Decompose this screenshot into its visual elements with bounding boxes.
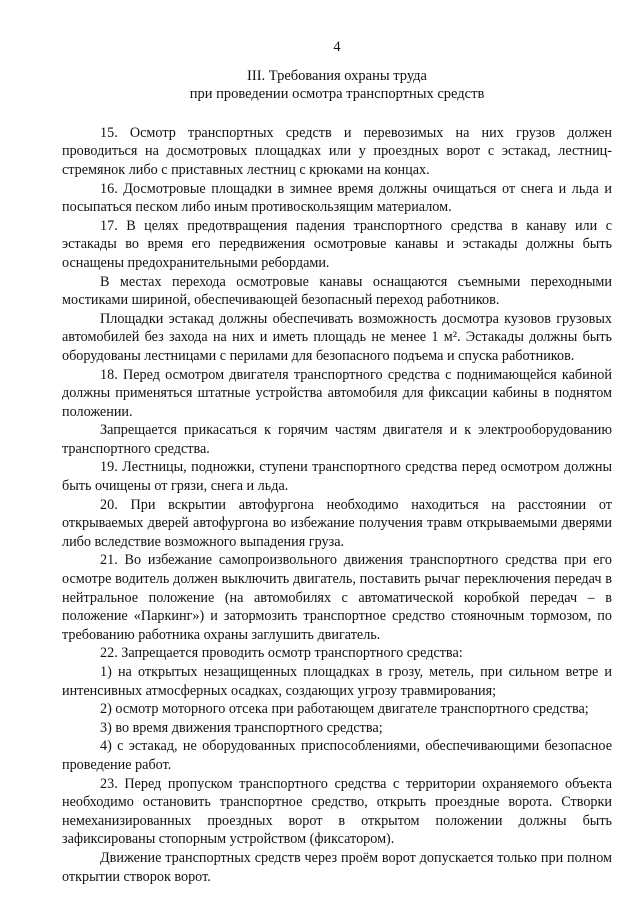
paragraph-22: 22. Запрещается проводить осмотр транспортного средства: <box>100 645 463 662</box>
paragraph-17-crossing: В местах перехода осмотровые канавы оснащаются съемными переходными мостиками шириной, обеспечивающей безопасный переход работников. <box>62 273 612 309</box>
section-title: III. Требования охраны труда <box>247 67 427 84</box>
paragraph-22-item-3: 3) во время движения транспортного средства; <box>100 719 383 736</box>
paragraph-17: 17. В целях предотвращения падения транспортного средства в канаву или с эстакады во время его передвижения осмотровые канавы и эстакады должны быть оснащены предохранительными ребордами. <box>62 217 612 271</box>
paragraph-21: 21. Во избежание самопроизвольного движения транспортного средства при его осмотре водитель должен выключить двигатель, поставить рычаг переключения передач в нейтральное положение (на автомобилях с автоматической коробкой передач – в положение «Паркинг») и затормозить транспортное средство стояночным тормозом, по требованию работника охраны заглушить двигатель. <box>62 552 612 643</box>
paragraph-22-item-1: 1) на открытых незащищенных площадках в грозу, метель, при сильном ветре и интенсивных атмосферных осадках, создающих угрозу травмирования; <box>62 664 612 699</box>
document-page <box>62 38 612 886</box>
page-number: 4 <box>333 39 341 55</box>
paragraph-20: 20. При вскрытии автофургона необходимо находиться на расстоянии от открываемых дверей автофургона во избежание получения травм открываемыми дверями либо вследствие возможного выпадения груза. <box>62 496 612 550</box>
section-subtitle: при проведении осмотра транспортных средств <box>189 86 485 103</box>
paragraph-17-platforms: Площадки эстакад должны обеспечивать возможность досмотра кузовов грузовых автомобилей без захода на них и иметь площадь не менее 1 м². Эстакады должны быть оборудованы лестницами с перилами для безопасного подъема и спуска работников. <box>62 310 612 364</box>
paragraph-22-item-2: 2) осмотр моторного отсека при работающем двигателе транспортного средства; <box>100 701 589 718</box>
paragraph-23: 23. Перед пропуском транспортного средства с территории охраняемого объекта необходимо остановить транспортное средство, открыть проездные ворота. Створки немеханизированных проездных ворот в открытом положении должны быть зафиксированы стопорным устройством (фиксатором). <box>62 775 612 848</box>
paragraph-15: 15. Осмотр транспортных средств и перевозимых на них грузов должен проводиться на досмотровых площадках или у проездных ворот с эстакад, лестниц-стремянок либо с приставных лестниц с крюками на концах. <box>62 124 612 178</box>
paragraph-16: 16. Досмотровые площадки в зимнее время должны очищаться от снега и льда и посыпаться песком либо иным противоскользящим материалом. <box>62 180 612 216</box>
paragraph-22-item-4: 4) с эстакад, не оборудованных приспособлениями, обеспечивающими безопасное проведение работ. <box>62 738 612 773</box>
paragraph-18: 18. Перед осмотром двигателя транспортного средства с поднимающейся кабиной должны применяться штатные устройства автомобиля для фиксации кабины в поднятом положении. <box>62 366 612 420</box>
paragraph-19: 19. Лестницы, подножки, ступени транспортного средства перед осмотром должны быть очищены от грязи, снега и льда. <box>62 459 612 495</box>
paragraph-18-prohibition: Запрещается прикасаться к горячим частям двигателя и к электрооборудованию транспортного средства. <box>62 422 612 457</box>
section-heading <box>62 67 612 104</box>
paragraph-23-movement: Движение транспортных средств через проём ворот допускается только при полном открытии створок ворот. <box>62 849 612 885</box>
